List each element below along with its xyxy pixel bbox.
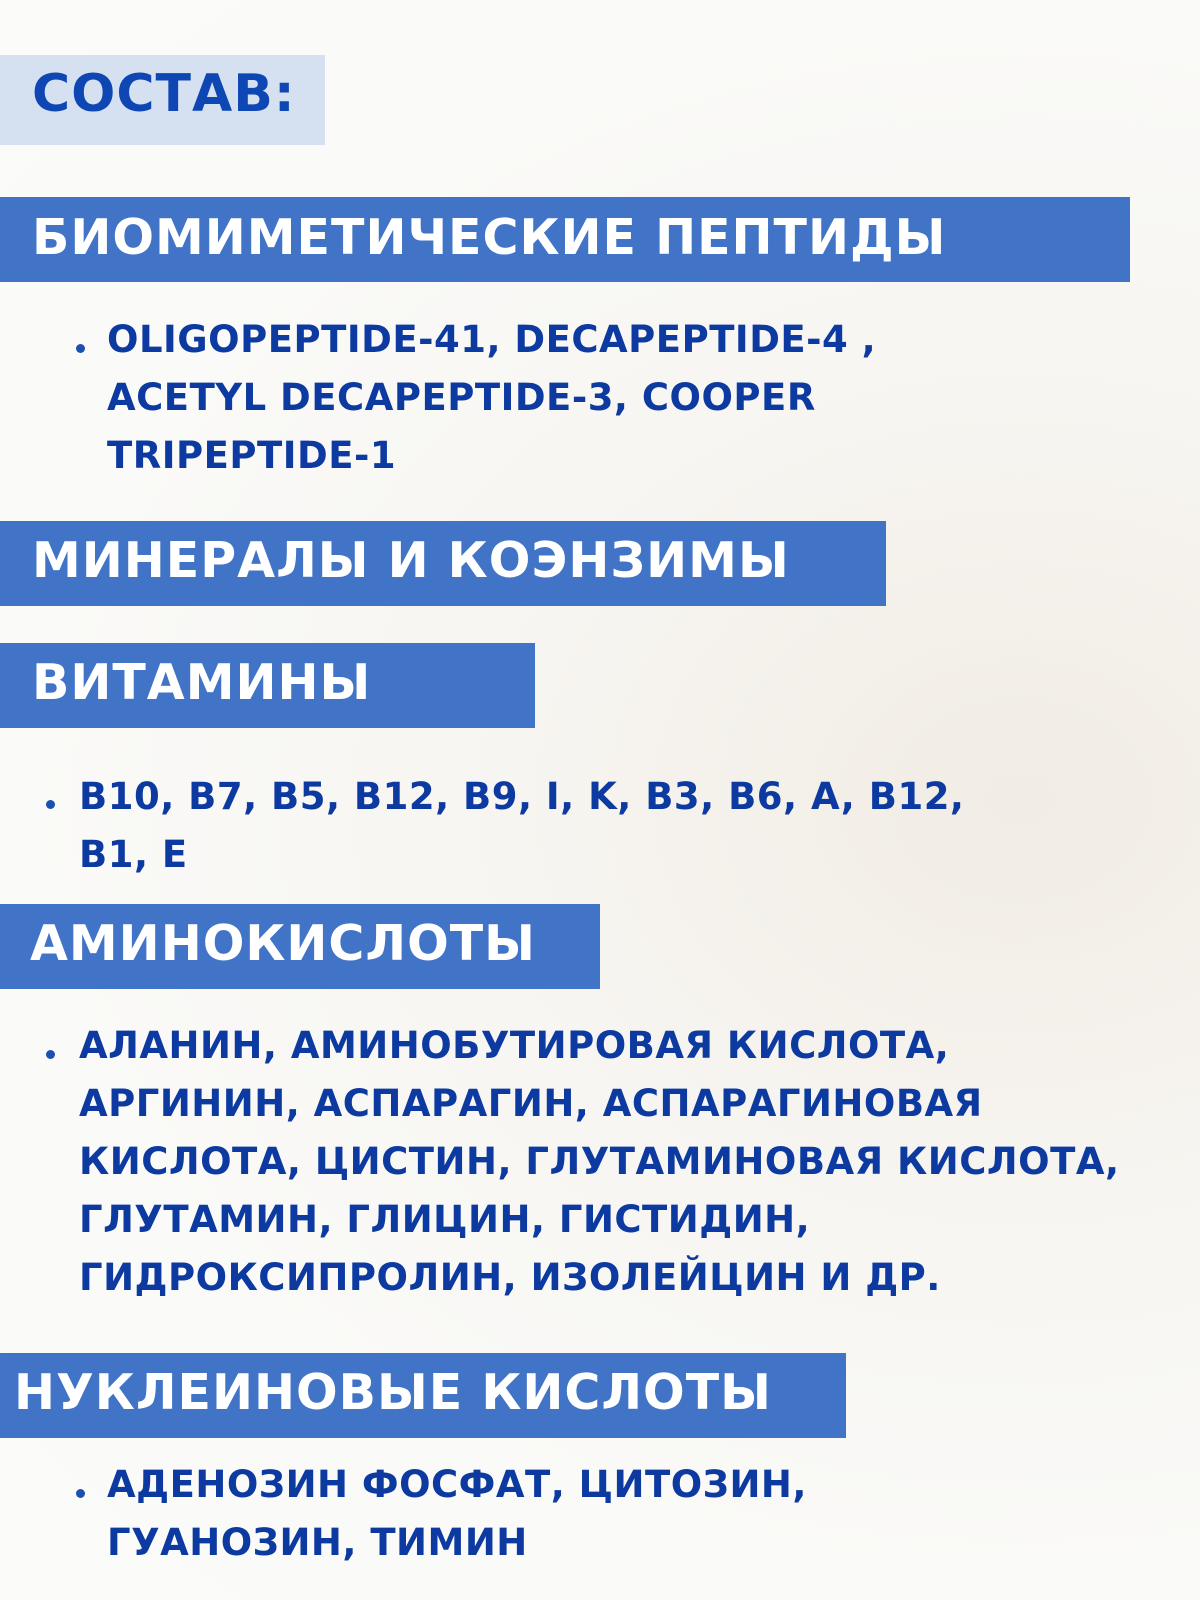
section-heading-nucleic-acids: НУКЛЕИНОВЫЕ КИСЛОТЫ [14,1364,772,1421]
vitamins-list-item: B10, B7, B5, B12, B9, I, K, B3, B6, A, B12, B1, E [79,775,965,876]
nucleic-acids-list-item: АДЕНОЗИН ФОСФАТ, ЦИТОЗИН, ГУАНОЗИН, ТИМИН [107,1463,807,1564]
bullet-icon [76,1489,85,1498]
page-title: СОСТАВ: [32,64,296,124]
section-heading-vitamins: ВИТАМИНЫ [32,654,372,711]
section-heading-minerals: МИНЕРАЛЫ И КОЭНЗИМЫ [32,532,790,589]
bullet-icon [46,1050,55,1059]
peptides-list-item: OLIGOPEPTIDE-41, DECAPEPTIDE-4 , ACETYL DECAPEPTIDE-3, COOPER TRIPEPTIDE-1 [107,318,877,477]
amino-acids-list-item: АЛАНИН, АМИНОБУТИРОВАЯ КИСЛОТА, АРГИНИН, АСПАРАГИН, АСПАРАГИНОВАЯ КИСЛОТА, ЦИСТИН, ГЛУТАМИНОВАЯ КИСЛОТА, ГЛУТАМИН, ГЛИЦИН, ГИСТИДИН, ГИДРОКСИПРОЛИН, ИЗОЛЕЙЦИН И ДР. [79,1024,1120,1299]
bullet-icon [46,800,55,809]
section-heading-amino-acids: АМИНОКИСЛОТЫ [30,915,536,972]
bullet-icon [76,344,85,353]
section-heading-peptides: БИОМИМЕТИЧЕСКИЕ ПЕПТИДЫ [32,209,947,266]
